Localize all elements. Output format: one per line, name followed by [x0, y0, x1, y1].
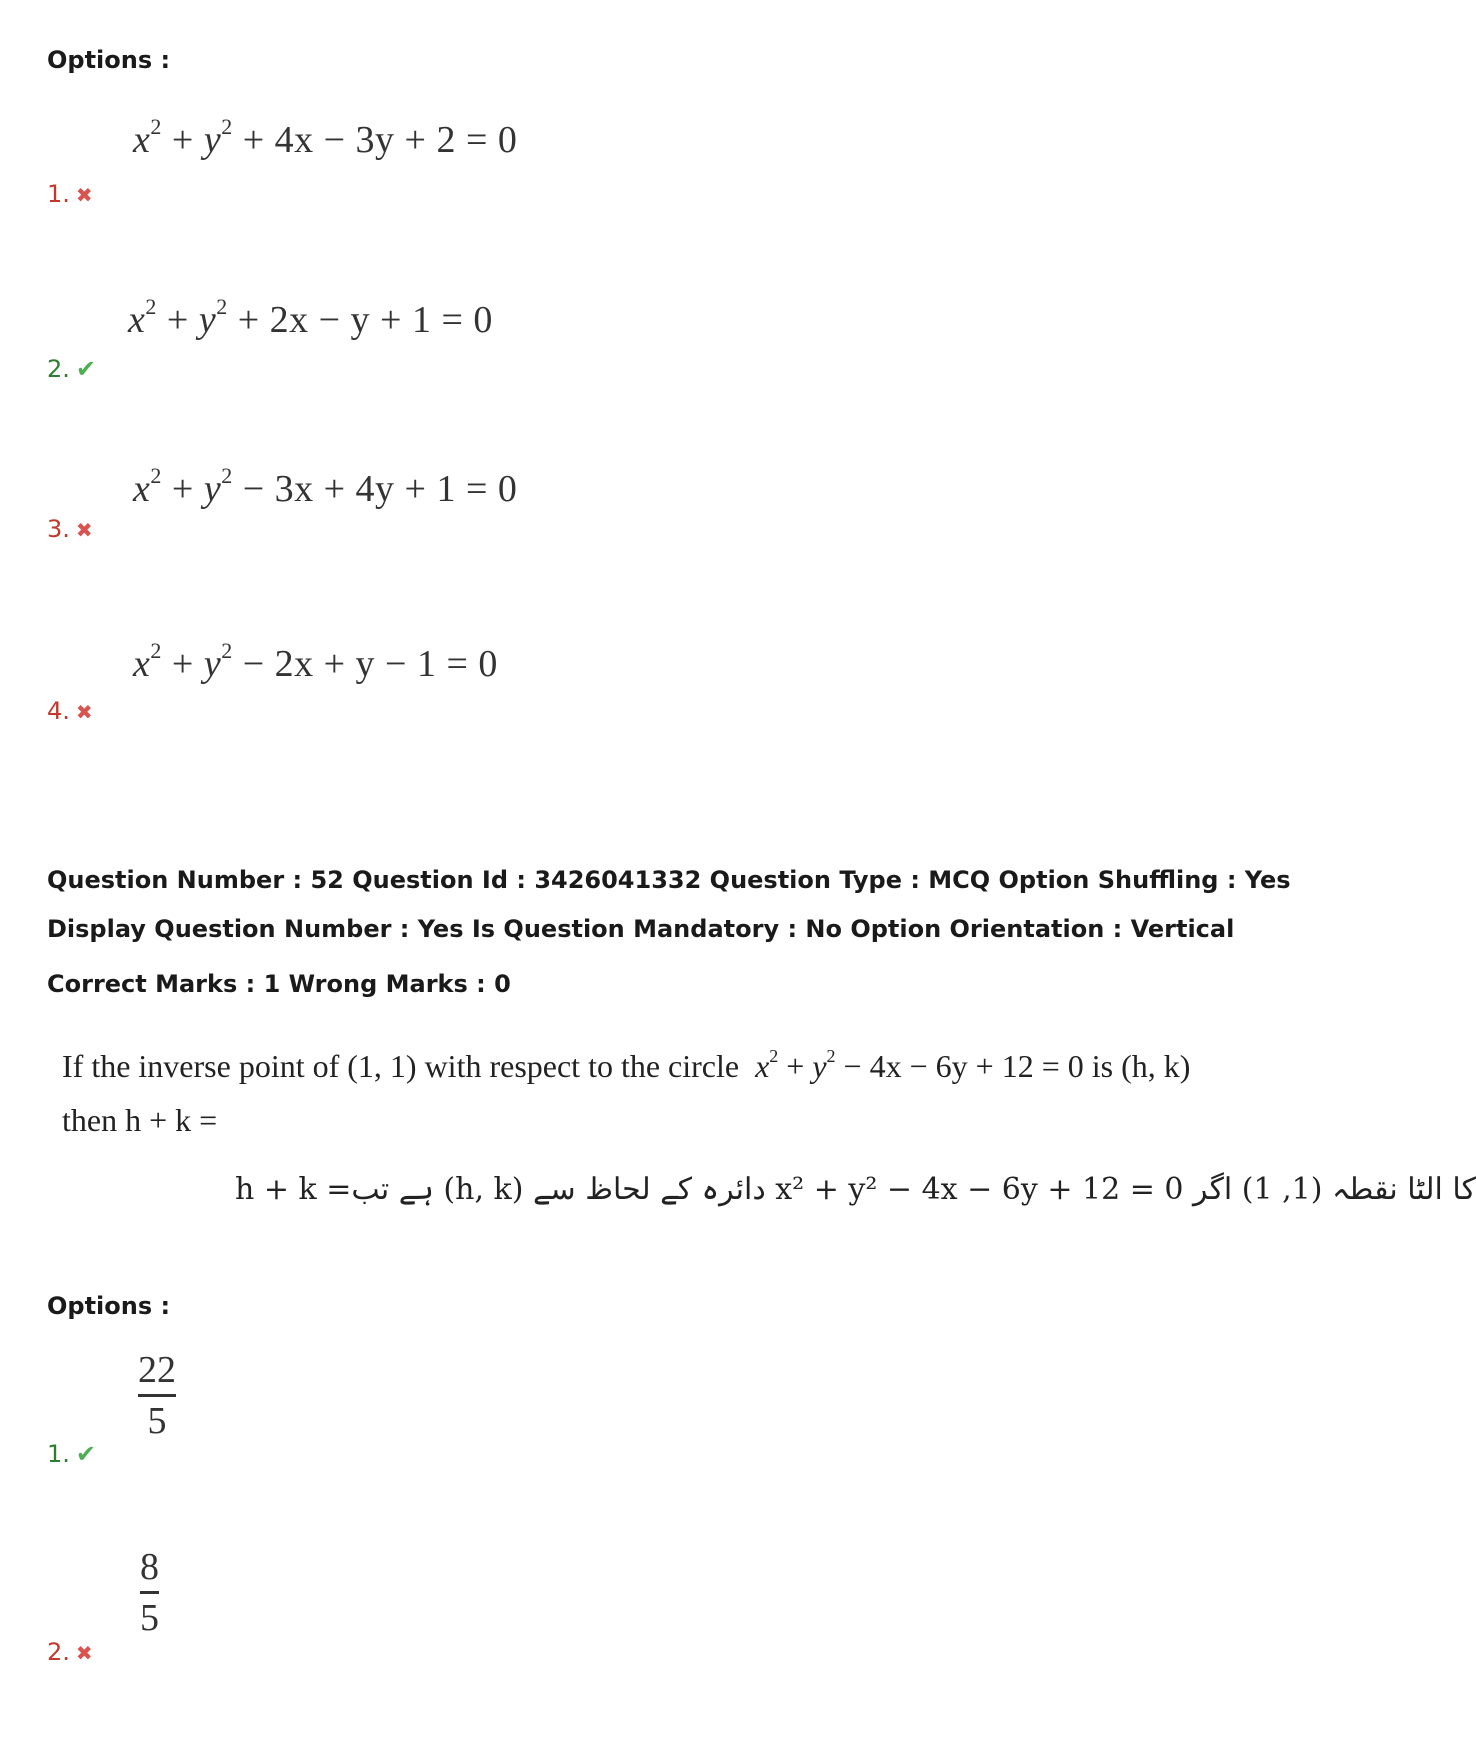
- option-1[interactable]: [47, 1440, 96, 1468]
- cross-icon: ✖: [75, 183, 93, 207]
- denominator: 5: [140, 1597, 159, 1639]
- cross-icon: ✖: [75, 518, 93, 542]
- option-number: 1.: [47, 1440, 70, 1468]
- option-2[interactable]: [47, 355, 96, 383]
- fraction-bar: [138, 1394, 176, 1397]
- question-meta-line-2: Display Question Number : Yes Is Question Mandatory : No Option Orientation : Vertical: [47, 915, 1235, 943]
- option-1[interactable]: [47, 180, 93, 208]
- option-3-equation: $x^2 + y^2 - 3x + 4y + 1 = 0$: [133, 463, 518, 510]
- fraction-bar: [140, 1591, 159, 1594]
- option-number: 1.: [47, 180, 70, 208]
- numerator: 22: [138, 1349, 176, 1391]
- option-number: 3.: [47, 515, 70, 543]
- option-2-equation: $x^2 + y^2 + 2x - y + 1 = 0$: [128, 294, 493, 341]
- option-2[interactable]: [47, 1638, 93, 1666]
- option-3[interactable]: [47, 515, 93, 543]
- option-number: 2.: [47, 355, 70, 383]
- option-1-fraction: [138, 1348, 176, 1443]
- option-4[interactable]: [47, 697, 93, 725]
- option-number: 4.: [47, 697, 70, 725]
- cross-icon: ✖: [75, 1641, 93, 1665]
- option-number: 2.: [47, 1638, 70, 1666]
- option-1-equation: $x^2 + y^2 + 4x - 3y + 2 = 0$: [133, 114, 518, 161]
- question-text-urdu: h + k =ہے تب (h, k) دائرہ کے لحاظ سے x² + y² − 4x − 6y + 12 = 0 کا الٹا نقطہ (1, 1) اگر: [235, 1172, 1476, 1207]
- options-label: Options :: [47, 46, 171, 74]
- options-label: Options :: [47, 1292, 171, 1320]
- cross-icon: ✖: [75, 700, 93, 724]
- option-2-fraction: [140, 1545, 159, 1640]
- question-meta-line-1: Question Number : 52 Question Id : 3426041332 Question Type : MCQ Option Shuffling : Yes: [47, 866, 1291, 894]
- check-icon: ✔: [75, 1440, 97, 1468]
- option-4-equation: $x^2 + y^2 - 2x + y - 1 = 0$: [133, 638, 498, 685]
- question-text-line-1: If the inverse point of (1, 1) with respect to the circle $x^2 + y^2 - 4x - 6y + 12 = 0$ is (h, k): [62, 1046, 1191, 1084]
- check-icon: ✔: [75, 355, 97, 383]
- denominator: 5: [147, 1400, 167, 1442]
- numerator: 8: [140, 1546, 159, 1588]
- question-text-line-2: then h + k =: [62, 1102, 218, 1138]
- question-meta-line-3: Correct Marks : 1 Wrong Marks : 0: [47, 970, 511, 998]
